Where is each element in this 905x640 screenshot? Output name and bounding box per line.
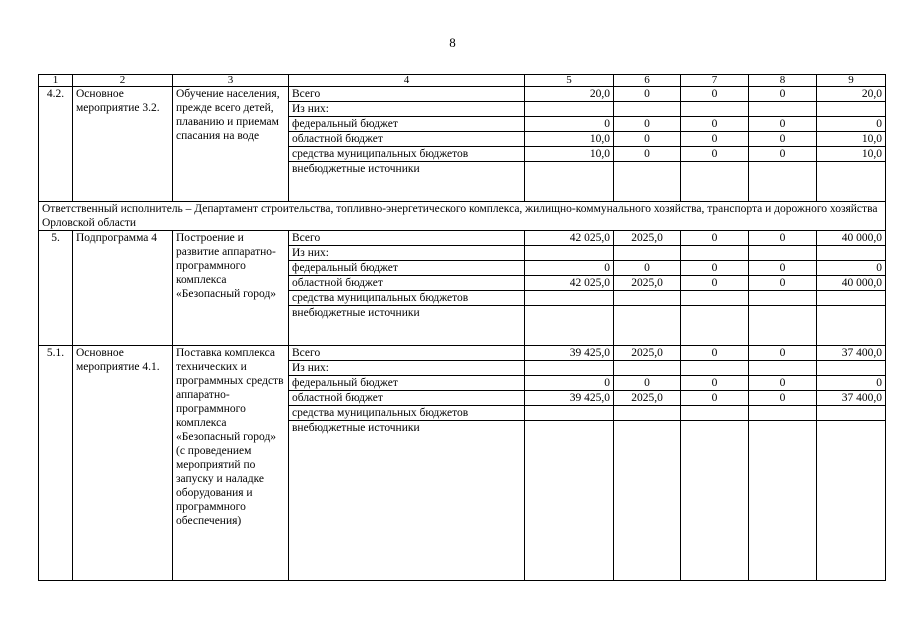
amount-cell-v8: 0 — [749, 376, 817, 391]
amount-cell-v7: 0 — [681, 132, 749, 147]
amount-cell-v8 — [749, 306, 817, 346]
table-row — [39, 87, 886, 102]
amount-cell-v8: 0 — [749, 117, 817, 132]
activity-name: Основное мероприятие 4.1. — [73, 346, 173, 581]
amount-cell-v7 — [681, 291, 749, 306]
amount-cell-v9: 37 400,0 — [817, 346, 886, 361]
amount-cell-v6 — [614, 102, 681, 117]
funding-source-label: средства муниципальных бюджетов — [289, 406, 525, 421]
amount-cell-v9: 37 400,0 — [817, 391, 886, 406]
item-number: 5.1. — [39, 346, 73, 581]
activity-description: Построение и развитие аппаратно-программного комплекса «Безопасный город» — [173, 231, 289, 346]
amount-cell-v6: 0 — [614, 117, 681, 132]
amount-cell-v8 — [749, 406, 817, 421]
activity-name: Подпрограмма 4 — [73, 231, 173, 346]
funding-source-label: федеральный бюджет — [289, 117, 525, 132]
amount-cell-v5: 10,0 — [525, 132, 614, 147]
amount-cell-v6: 2025,0 — [614, 276, 681, 291]
amount-cell-v9 — [817, 246, 886, 261]
amount-cell-v5: 42 025,0 — [525, 276, 614, 291]
funding-source-label: Из них: — [289, 102, 525, 117]
amount-cell-v9: 0 — [817, 261, 886, 276]
responsible-executor-text: Ответственный исполнитель – Департамент строительства, топливно-энергетического комплекса, жилищно-коммунального хозяйства, транспорта и дорожного хозяйства Орловской области — [39, 202, 886, 231]
funding-source-label: средства муниципальных бюджетов — [289, 291, 525, 306]
amount-cell-v6: 0 — [614, 87, 681, 102]
amount-cell-v5 — [525, 291, 614, 306]
amount-cell-v5 — [525, 306, 614, 346]
funding-source-label: Из них: — [289, 361, 525, 376]
amount-cell-v5 — [525, 246, 614, 261]
amount-cell-v5: 20,0 — [525, 87, 614, 102]
amount-cell-v8: 0 — [749, 261, 817, 276]
amount-cell-v7: 0 — [681, 391, 749, 406]
activity-name: Основное мероприятие 3.2. — [73, 87, 173, 202]
amount-cell-v7 — [681, 306, 749, 346]
amount-cell-v9: 40 000,0 — [817, 231, 886, 246]
funding-source-label: внебюджетные источники — [289, 306, 525, 346]
budget-table — [38, 74, 886, 581]
amount-cell-v7 — [681, 246, 749, 261]
amount-cell-v5 — [525, 421, 614, 581]
column-number-row — [39, 75, 886, 87]
amount-cell-v7: 0 — [681, 117, 749, 132]
funding-source-label: областной бюджет — [289, 391, 525, 406]
funding-source-label: Из них: — [289, 246, 525, 261]
amount-cell-v5: 39 425,0 — [525, 346, 614, 361]
col-header: 5 — [525, 75, 614, 87]
amount-cell-v8: 0 — [749, 231, 817, 246]
funding-source-label: средства муниципальных бюджетов — [289, 147, 525, 162]
responsible-row — [39, 202, 886, 231]
amount-cell-v7: 0 — [681, 87, 749, 102]
amount-cell-v9 — [817, 306, 886, 346]
amount-cell-v7: 0 — [681, 346, 749, 361]
amount-cell-v5: 0 — [525, 376, 614, 391]
amount-cell-v9 — [817, 421, 886, 581]
amount-cell-v5 — [525, 361, 614, 376]
amount-cell-v6 — [614, 291, 681, 306]
amount-cell-v7: 0 — [681, 276, 749, 291]
amount-cell-v7 — [681, 162, 749, 202]
amount-cell-v8: 0 — [749, 276, 817, 291]
amount-cell-v8 — [749, 421, 817, 581]
amount-cell-v6: 0 — [614, 147, 681, 162]
activity-description: Обучение населения, прежде всего детей, плаванию и приемам спасания на воде — [173, 87, 289, 202]
amount-cell-v5: 0 — [525, 261, 614, 276]
col-header: 3 — [173, 75, 289, 87]
funding-source-label: федеральный бюджет — [289, 376, 525, 391]
amount-cell-v8 — [749, 246, 817, 261]
amount-cell-v5 — [525, 102, 614, 117]
amount-cell-v8: 0 — [749, 147, 817, 162]
amount-cell-v8 — [749, 361, 817, 376]
amount-cell-v8: 0 — [749, 87, 817, 102]
amount-cell-v8: 0 — [749, 346, 817, 361]
amount-cell-v8: 0 — [749, 132, 817, 147]
amount-cell-v9: 0 — [817, 117, 886, 132]
amount-cell-v7: 0 — [681, 147, 749, 162]
amount-cell-v9: 10,0 — [817, 132, 886, 147]
amount-cell-v9 — [817, 361, 886, 376]
amount-cell-v5: 42 025,0 — [525, 231, 614, 246]
amount-cell-v8 — [749, 162, 817, 202]
funding-source-label: Всего — [289, 231, 525, 246]
funding-source-label: Всего — [289, 87, 525, 102]
amount-cell-v9: 20,0 — [817, 87, 886, 102]
amount-cell-v9: 0 — [817, 376, 886, 391]
col-header: 8 — [749, 75, 817, 87]
amount-cell-v7 — [681, 102, 749, 117]
amount-cell-v6 — [614, 162, 681, 202]
funding-source-label: федеральный бюджет — [289, 261, 525, 276]
col-header: 6 — [614, 75, 681, 87]
amount-cell-v5: 0 — [525, 117, 614, 132]
amount-cell-v6 — [614, 421, 681, 581]
col-header: 4 — [289, 75, 525, 87]
funding-source-label: внебюджетные источники — [289, 421, 525, 581]
amount-cell-v6 — [614, 406, 681, 421]
item-number: 5. — [39, 231, 73, 346]
item-number: 4.2. — [39, 87, 73, 202]
amount-cell-v9 — [817, 406, 886, 421]
amount-cell-v9: 40 000,0 — [817, 276, 886, 291]
col-header: 1 — [39, 75, 73, 87]
amount-cell-v6: 0 — [614, 132, 681, 147]
amount-cell-v5: 10,0 — [525, 147, 614, 162]
amount-cell-v6: 2025,0 — [614, 346, 681, 361]
table-row — [39, 346, 886, 361]
amount-cell-v9 — [817, 291, 886, 306]
amount-cell-v9: 10,0 — [817, 147, 886, 162]
col-header: 9 — [817, 75, 886, 87]
amount-cell-v6 — [614, 361, 681, 376]
amount-cell-v6: 2025,0 — [614, 391, 681, 406]
amount-cell-v6 — [614, 246, 681, 261]
amount-cell-v5 — [525, 406, 614, 421]
amount-cell-v6 — [614, 306, 681, 346]
amount-cell-v7: 0 — [681, 376, 749, 391]
amount-cell-v5 — [525, 162, 614, 202]
amount-cell-v7 — [681, 361, 749, 376]
funding-source-label: Всего — [289, 346, 525, 361]
amount-cell-v6: 0 — [614, 376, 681, 391]
amount-cell-v7 — [681, 421, 749, 581]
amount-cell-v8: 0 — [749, 391, 817, 406]
amount-cell-v6: 0 — [614, 261, 681, 276]
page-number: 8 — [449, 35, 456, 50]
amount-cell-v8 — [749, 102, 817, 117]
amount-cell-v8 — [749, 291, 817, 306]
amount-cell-v7 — [681, 406, 749, 421]
amount-cell-v6: 2025,0 — [614, 231, 681, 246]
amount-cell-v5: 39 425,0 — [525, 391, 614, 406]
funding-source-label: внебюджетные источники — [289, 162, 525, 202]
amount-cell-v9 — [817, 162, 886, 202]
amount-cell-v7: 0 — [681, 231, 749, 246]
amount-cell-v9 — [817, 102, 886, 117]
amount-cell-v7: 0 — [681, 261, 749, 276]
funding-source-label: областной бюджет — [289, 276, 525, 291]
activity-description: Поставка комплекса технических и программных средств аппаратно-программного комплекса «Безопасный город» (с проведением мероприятий по запуску и наладке оборудования и программного обеспечения) — [173, 346, 289, 581]
col-header: 2 — [73, 75, 173, 87]
table-row — [39, 231, 886, 246]
col-header: 7 — [681, 75, 749, 87]
funding-source-label: областной бюджет — [289, 132, 525, 147]
